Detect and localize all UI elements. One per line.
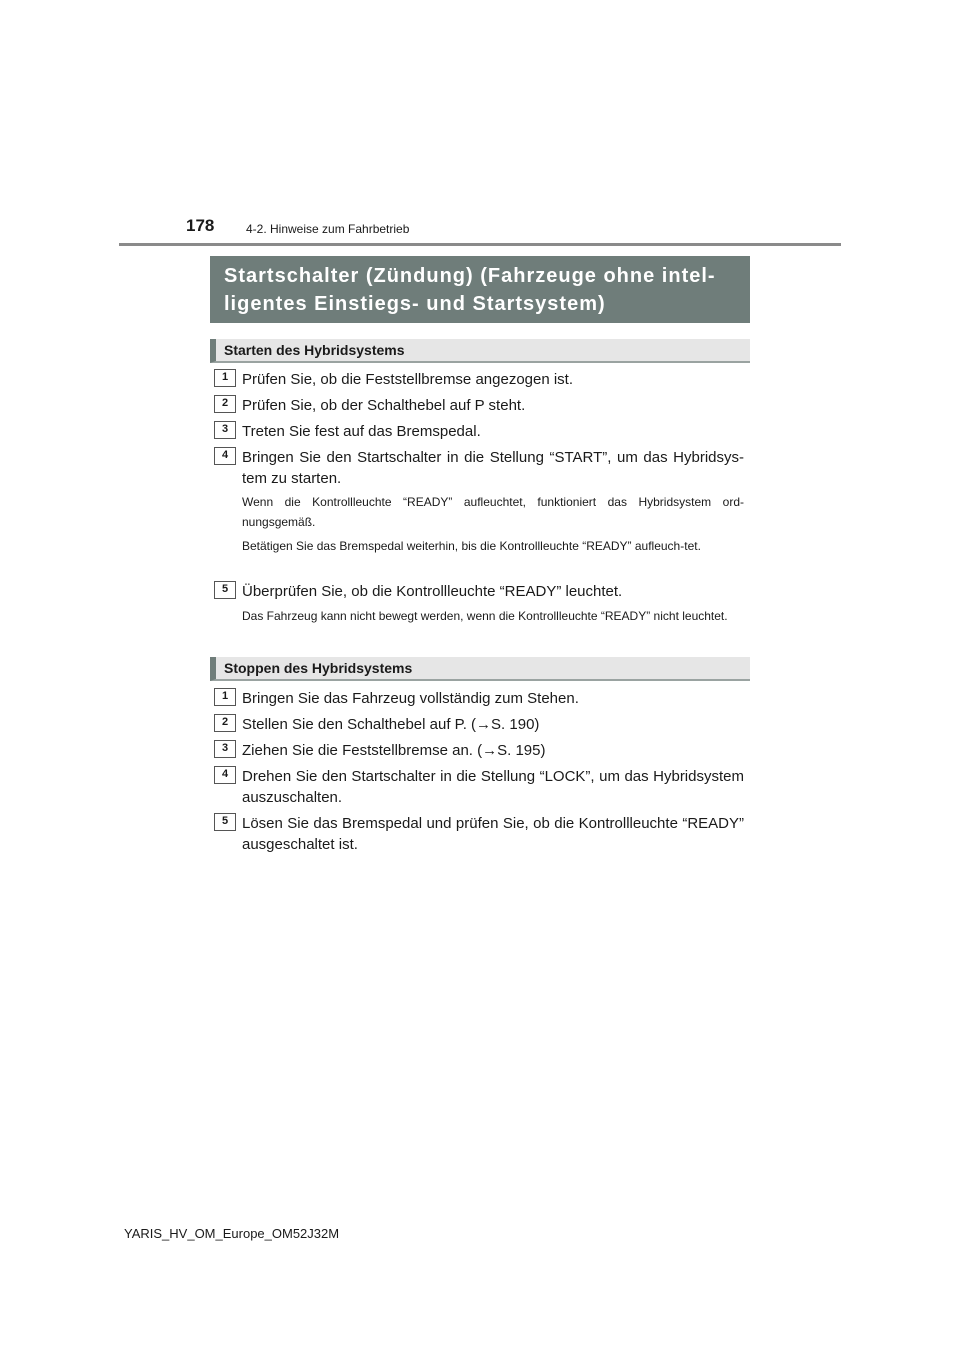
step-text-2: Prüfen Sie, ob der Schalthebel auf P steht. bbox=[242, 397, 526, 414]
note-keep-brake: Betätigen Sie das Bremspedal weiterhin, bis die Kontrollleuchte “READY” aufleuch-tet. bbox=[242, 539, 701, 553]
step-text-4: Bringen Sie den Startschalter in die Stellung “START”, um das Hybridsys-tem zu starten. bbox=[242, 449, 744, 487]
stop-step-text-2: Stellen Sie den Schalthebel auf P. (→S. 190) bbox=[242, 716, 540, 733]
stop-step-text-1: Bringen Sie das Fahrzeug vollständig zum Stehen. bbox=[242, 690, 579, 707]
step-number-1: 1 bbox=[214, 369, 236, 387]
stop-step-text-3: Ziehen Sie die Feststellbremse an. (→S. 195) bbox=[242, 742, 546, 759]
document-id: YARIS_HV_OM_Europe_OM52J32M bbox=[124, 1226, 340, 1241]
page-number: 178 bbox=[186, 216, 215, 235]
step-number-2: 2 bbox=[214, 395, 236, 413]
step-number-5: 5 bbox=[214, 581, 236, 599]
section-heading-stop: Stoppen des Hybridsystems bbox=[210, 657, 750, 681]
step-number-4: 4 bbox=[214, 447, 236, 465]
page-header bbox=[0, 0, 960, 250]
stop-step-text-4: Drehen Sie den Startschalter in die Stellung “LOCK”, um das Hybridsystem auszuschalten. bbox=[242, 768, 744, 806]
stop-step-number-4: 4 bbox=[214, 766, 236, 784]
page-title-line-2: ligentes Einstiegs- und Startsystem) bbox=[224, 293, 606, 315]
stop-step-text-5: Lösen Sie das Bremspedal und prüfen Sie, ob die Kontrollleuchte “READY” ausgeschaltet ist. bbox=[242, 815, 744, 853]
running-head: 4-2. Hinweise zum Fahrbetrieb bbox=[246, 222, 410, 236]
step-text-5: Überprüfen Sie, ob die Kontrollleuchte “READY” leuchtet. bbox=[242, 583, 623, 600]
stop-step-number-2: 2 bbox=[214, 714, 236, 732]
step-text-1: Prüfen Sie, ob die Feststellbremse angezogen ist. bbox=[242, 371, 574, 388]
stop-step-number-1: 1 bbox=[214, 688, 236, 706]
section-heading-start: Starten des Hybridsystems bbox=[210, 339, 750, 363]
note-ready-on: Wenn die Kontrollleuchte “READY” aufleuchtet, funktioniert das Hybridsystem ord-nungsgemäß. bbox=[242, 495, 744, 529]
stop-step-number-5: 5 bbox=[214, 813, 236, 831]
page-title-line-1: Startschalter (Zündung) (Fahrzeuge ohne intel- bbox=[224, 265, 716, 287]
stop-step-number-3: 3 bbox=[214, 740, 236, 758]
step-text-3: Treten Sie fest auf das Bremspedal. bbox=[242, 423, 481, 440]
note-ready-off: Das Fahrzeug kann nicht bewegt werden, wenn die Kontrollleuchte “READY” nicht leuchtet. bbox=[242, 609, 728, 623]
header-rule bbox=[119, 243, 841, 246]
step-number-3: 3 bbox=[214, 421, 236, 439]
page-title bbox=[210, 256, 750, 323]
